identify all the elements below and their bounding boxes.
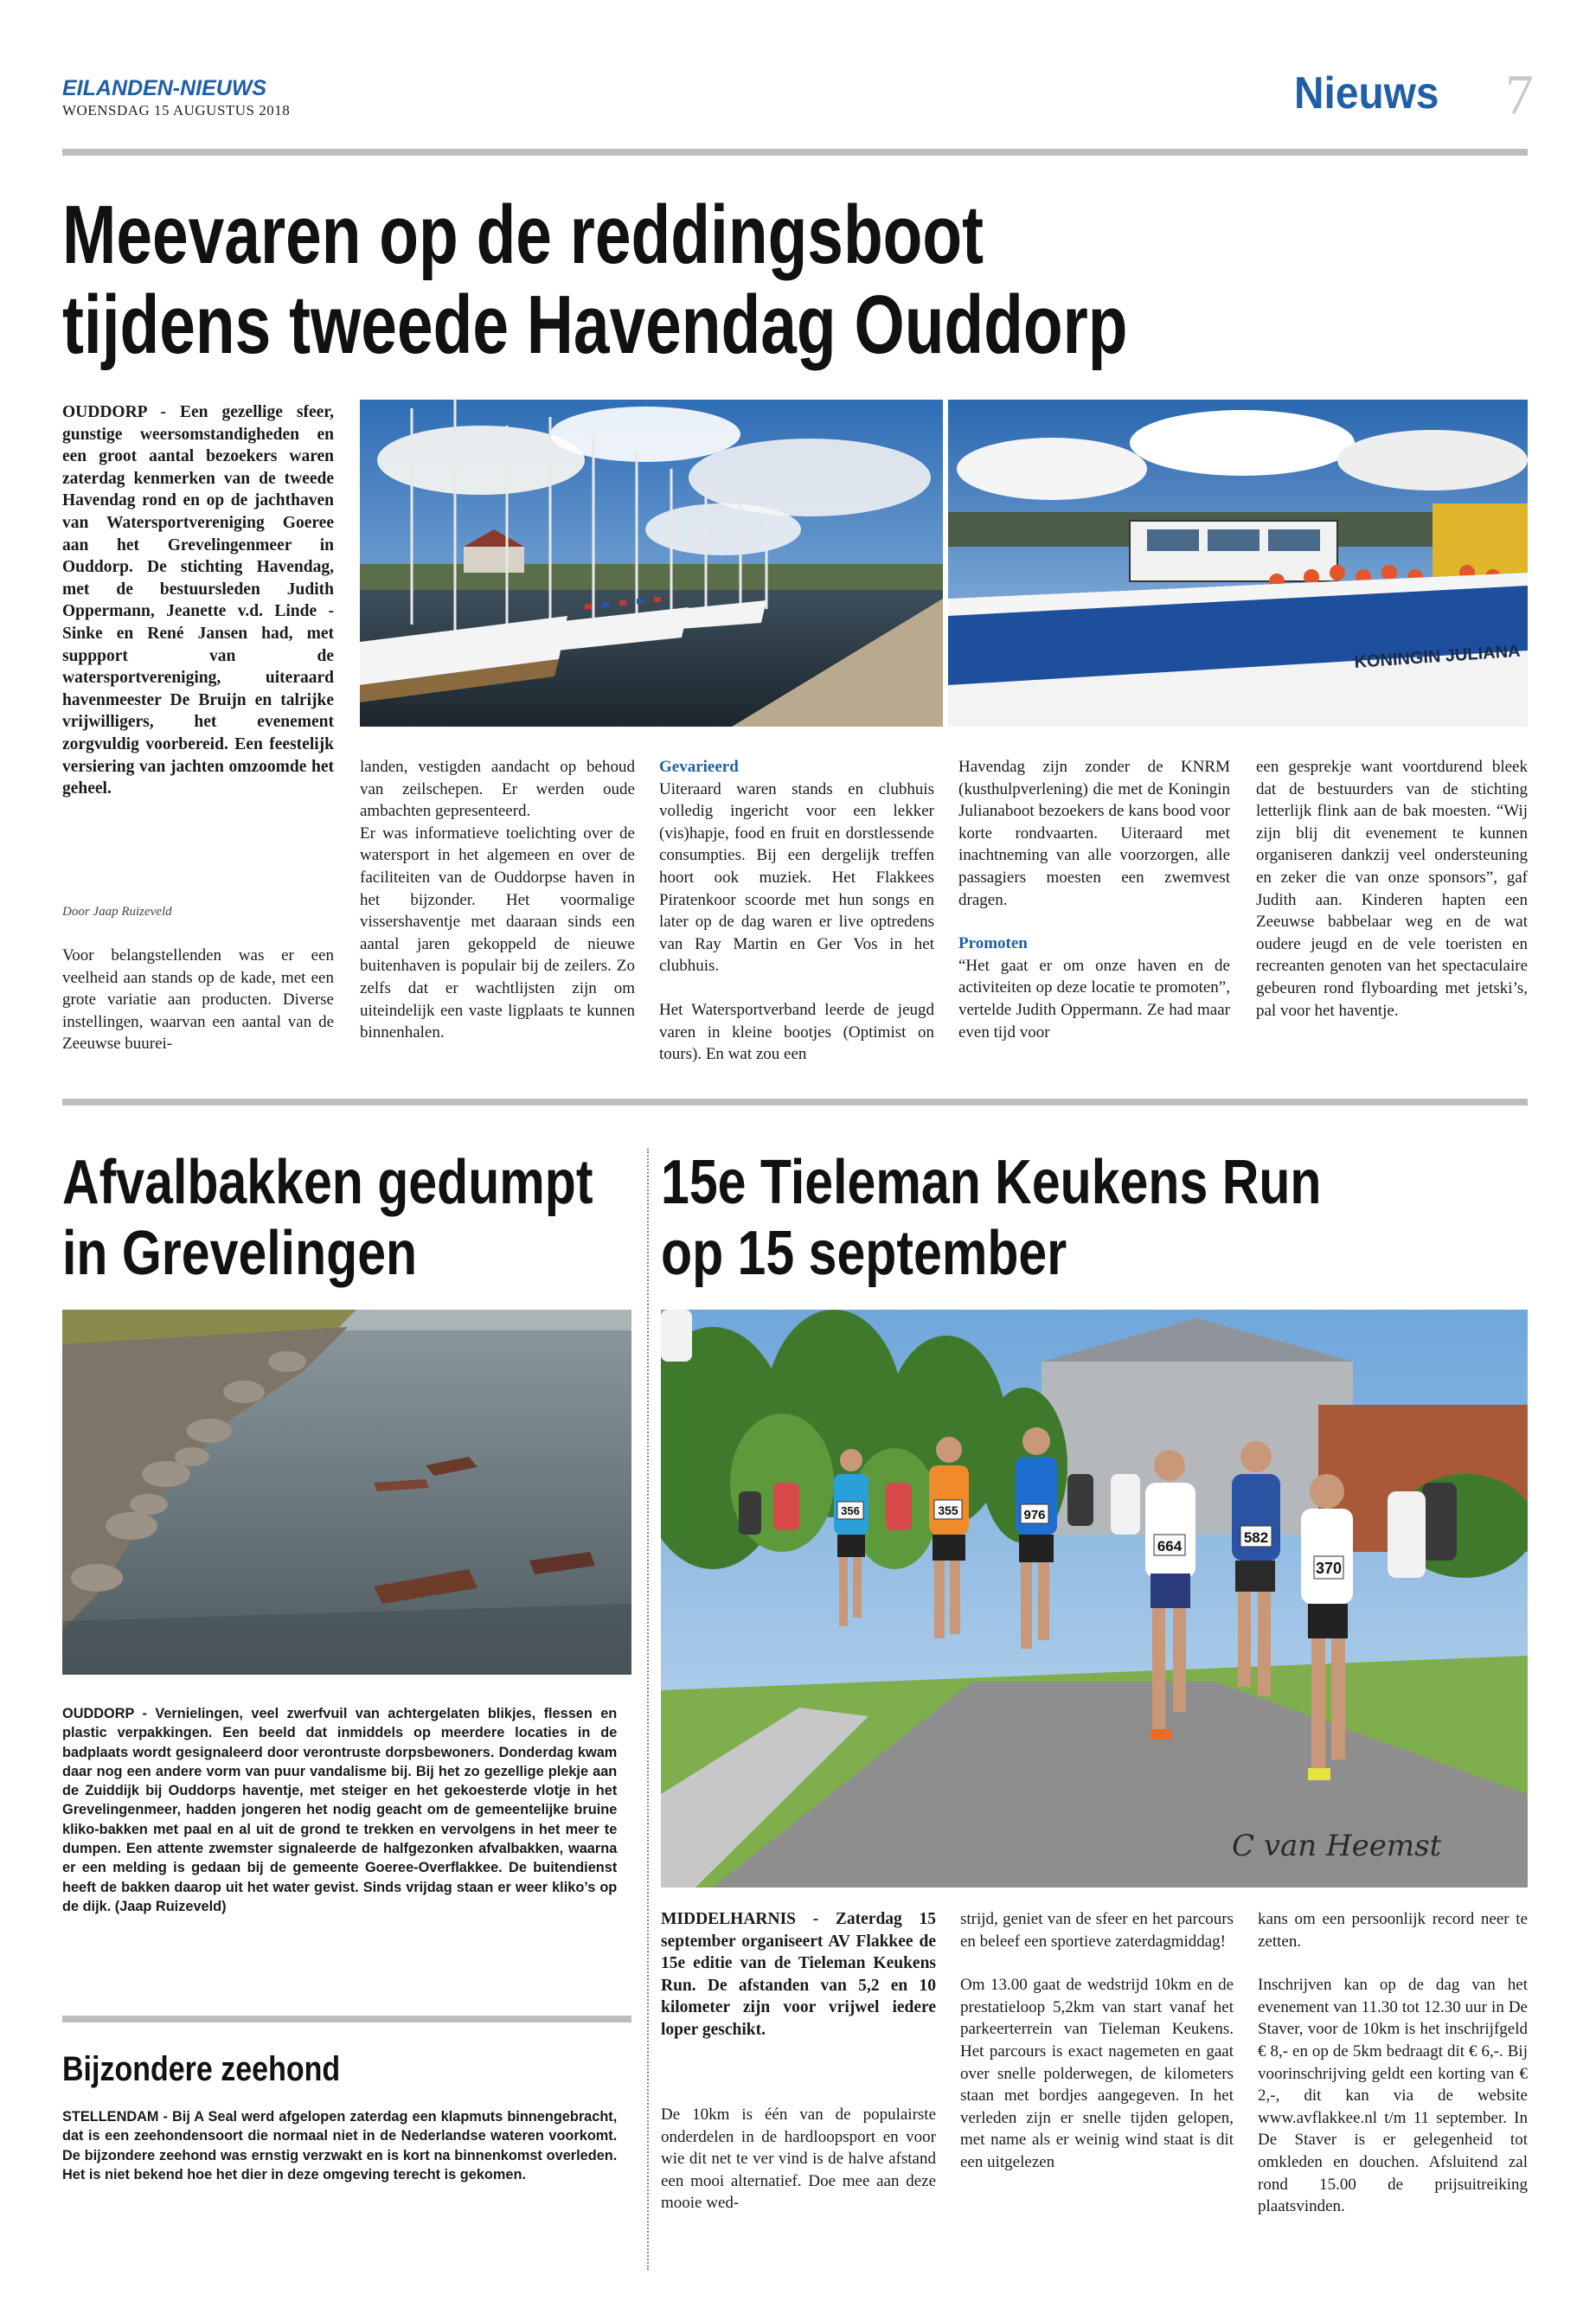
article2-headline-line2: in Grevelingen (62, 1219, 418, 1288)
article2-headline-line1: Afvalbakken gedumpt (62, 1148, 593, 1217)
article4-col1-text (661, 2104, 936, 2236)
article4-col2-text (960, 1908, 1234, 2195)
rescue-boat-photo (948, 400, 1528, 727)
paragraph: Inschrijven kan op de dag van het evenement van 11.30 tot 12.30 uur in De Staver, voor de 10km is het inschrijfgeld € 8,- en op de 5km bedraagt dit € 6,-. Bij voorinschrijving geldt een korting van € 2,-, dit kan via de website www.avflakkee.nl t/m 11 september. In De Staver is er gelegenheid tot omkleden en douchen. Afsluitend zal rond 15.00 de prijsuitreiking plaatsvinden. (1258, 1976, 1528, 2216)
article4-col3-text (1258, 1908, 1528, 2240)
paragraph: een gesprekje want voortdurend bleek dat de bestuurders van de stichting letterlijk flink aan de bak moesten. “Wij zijn blij dit evenement te kunnen organiseren dankzij veel ondersteuning en zeker die van onze sponsors”, gaf Judith aan. Kinderen hapten een Zeeuwse babbelaar weg en de wat oudere jeugd en de vele toeristen en recreanten genoten van het spectaculaire gebeuren rond flyboarding met jetski’s, pal voor het haventje. (1256, 758, 1528, 1020)
runners-illustration (661, 1310, 1528, 1888)
article1-lead: OUDDORP - Een gezellige sfeer, gunstige weersomstandigheden en een groot aantal bezoekers waren zaterdag kenmerken van de tweede Havendag rond en op de jachthaven van Watersportvereniging Goeree aan het Grevelingenmeer in Ouddorp. De stichting Havendag, met de bestuursleden Judith Oppermann, Jeanette v.d. Linde - Sinke en René Jansen had, met suppport van de watersportvereniging, uiteraard havenmeester De Bruijn en talrijke vrijwilligers, het evenement zorgvuldig voorbereid. Een feestelijk versiering van jachten omzoomde het geheel. (62, 403, 334, 798)
article4-lead: MIDDELHARNIS - Zaterdag 15 september organiseert AV Flakkee de 15e editie van de Tieleman Keukens Run. De afstanden van 5,2 en 10 kilometer zijn voor vrijwel iedere loper geschikt. (661, 1910, 936, 2039)
runner-bib: 976 (1023, 1508, 1046, 1522)
sidebar-divider (62, 2016, 631, 2022)
runner-bib: 582 (1243, 1529, 1269, 1546)
runners-photo (661, 1310, 1528, 1888)
runner-bib: 355 (938, 1503, 958, 1517)
paragraph: Havendag zijn zonder de KNRM (kusthulpverlening) die met de Koningin Julianaboot bezoekers de kans bood voor korte rondvaarten. Uiteraard met inachtneming van alle voorzorgen, alle passagiers moesten een zwemvest dragen. (958, 758, 1230, 909)
paragraph: Voor belangstellenden was er een veelheid aan stands op de kade, met een grote variatie aan producten. Diverse instellingen, waarvan een aantal van de Zeeuwse buurei- (62, 946, 334, 1054)
paragraph: Om 13.00 gaat de wedstrijd 10km en de prestatieloop 5,2km van start vanaf het parkeerterrein van Tieleman Keukens. Het parcours is exact nagemeten en gaat over snelle polderwegen, de kilometers staan met bordjes aangegeven. In het verleden zijn er snelle tijden gelopen, met name als er weinig wind staat is dit een uitgelezen (960, 1976, 1234, 2171)
article1-col2-text (360, 756, 635, 1066)
litter-bins-photo (62, 1310, 631, 1675)
article3-body: STELLENDAM - Bij A Seal werd afgelopen zaterdag een klapmuts binnengebracht, dat is een zeehondensoort die normaal niet in de Nederlandse wateren voorkomt. De bijzondere zeehond was ernstig verzwakt en is kort na binnenkomst overleden. Het is niet bekend hoe het dier in deze omgeving terecht is gekomen. (62, 2108, 618, 2182)
article4-headline-line1: 15e Tieleman Keukens Run (661, 1148, 1322, 1217)
runner-bib: 356 (841, 1504, 860, 1517)
paragraph: strijd, geniet van de sfeer en het parcours en beleef een sportieve zaterdagmiddag! (960, 1910, 1234, 1951)
article1-headline-line2: tijdens tweede Havendag Ouddorp (62, 279, 1128, 371)
top-divider (62, 149, 1528, 156)
article1-headline-line1: Meevaren op de reddingsboot (62, 189, 984, 281)
paragraph: kans om een persoonlijk record neer te zetten. (1258, 1910, 1528, 1951)
middle-divider (62, 1099, 1528, 1106)
harbor-photo-illustration (360, 400, 943, 727)
column-separator (647, 1149, 649, 2270)
paragraph: De 10km is één van de populairste onderdelen in de hardloopsport en voor wie dit net te ver vind is de halve afstand een mooi alternatief. Doe mee aan deze mooie wed- (661, 2106, 936, 2213)
article1-col3-text (659, 756, 934, 1087)
article2-body: OUDDORP - Vernielingen, veel zwerfvuil van achtergelaten blikjes, flessen en plastic verpakkingen. Een beeld dat inmiddels op meerdere locaties in de badplaats wordt gesignaleerd door verontruste dorpsbewoners. Donderdag kwam daar nog een andere vorm van puur vandalisme bij. Bij het zo gezellige plekje aan de Zuiddijk bij Ouddorps haventje, met steiger en het gekoesterde vlotje in het Grevelingenmeer, hadden jongeren het nodig geacht om de gemeentelijke bruine kliko-bakken met paal en al uit de grond te trekken en vervolgens in het meer te dumpen. Een attente zwemster signaleerde de halfgezonken afvalbakken, waarna er een melding is gedaan bij de gemeente Goeree-Overflakkee. De buitendienst heeft de bakken daarop uit het water gevist. Sinds vrijdag staan er weer kliko’s op de dijk. (Jaap Ruizeveld) (62, 1705, 618, 1914)
issue-date: WOENSDAG 15 AUGUSTUS 2018 (62, 102, 291, 119)
subheading: Gevarieerd (659, 758, 739, 776)
paragraph: landen, vestigden aandacht op behoud van zeilschepen. Er werden oude ambachten gepresenteerd. (360, 758, 635, 821)
paragraph: Het Watersportverband leerde de jeugd varen in kleine bootjes (Optimist on tours). En wat zou een (659, 1000, 934, 1064)
runner-bib: 664 (1157, 1538, 1183, 1554)
subheading: Promoten (958, 934, 1028, 953)
article4-headline-line2: op 15 september (661, 1219, 1067, 1288)
paragraph: Er was informatieve toelichting over de watersport in het algemeen en over de faciliteiten van de Ouddorpse haven in het bijzonder. Het voormalige vissershaventje met daaraan sinds een aantal jaren gekoppeld de nieuwe buitenhaven is populair bij de zeilers. Zo zelfs dat er wachtlijsten zijn om uiteindelijk een vaste ligplaats te kunnen binnenhalen. (360, 824, 635, 1042)
paragraph: “Het gaat er om onze haven en de activiteiten op deze locatie te promoten”, vertelde Judith Oppermann. Ze had maar even tijd voor (958, 956, 1230, 1042)
harbor-photo (360, 400, 943, 727)
article1-col1-text (62, 945, 334, 1077)
paragraph: Uiteraard waren stands en clubhuis volledig ingericht voor een lekker (vis)hapje, food en fruit en dorstlessende consumpties. Bij een dergelijk treffen hoort ook muziek. Het Flakkees Piratenkoor scoorde met hun songs en later op de dag waren er live optredens van Ray Martin en Ger Vos in het clubhuis. (659, 779, 934, 976)
page-number: 7 (1505, 63, 1534, 126)
litter-bins-illustration (62, 1310, 631, 1675)
article3-headline: Bijzondere zeehond (62, 2050, 341, 2088)
section-label: Nieuws (1294, 68, 1439, 119)
rescue-boat-illustration (948, 400, 1528, 727)
boat-name-label: KONINGIN JULIANA (1353, 641, 1522, 672)
article1-byline: Door Jaap Ruizeveld (62, 905, 172, 919)
newspaper-logo: EILANDEN-NIEUWS (62, 76, 267, 100)
article1-col4-text (958, 756, 1230, 1065)
article1-col5-text (1256, 756, 1528, 1043)
photo-credit: C van Heemst (1232, 1829, 1442, 1863)
runner-bib: 370 (1315, 1560, 1343, 1577)
